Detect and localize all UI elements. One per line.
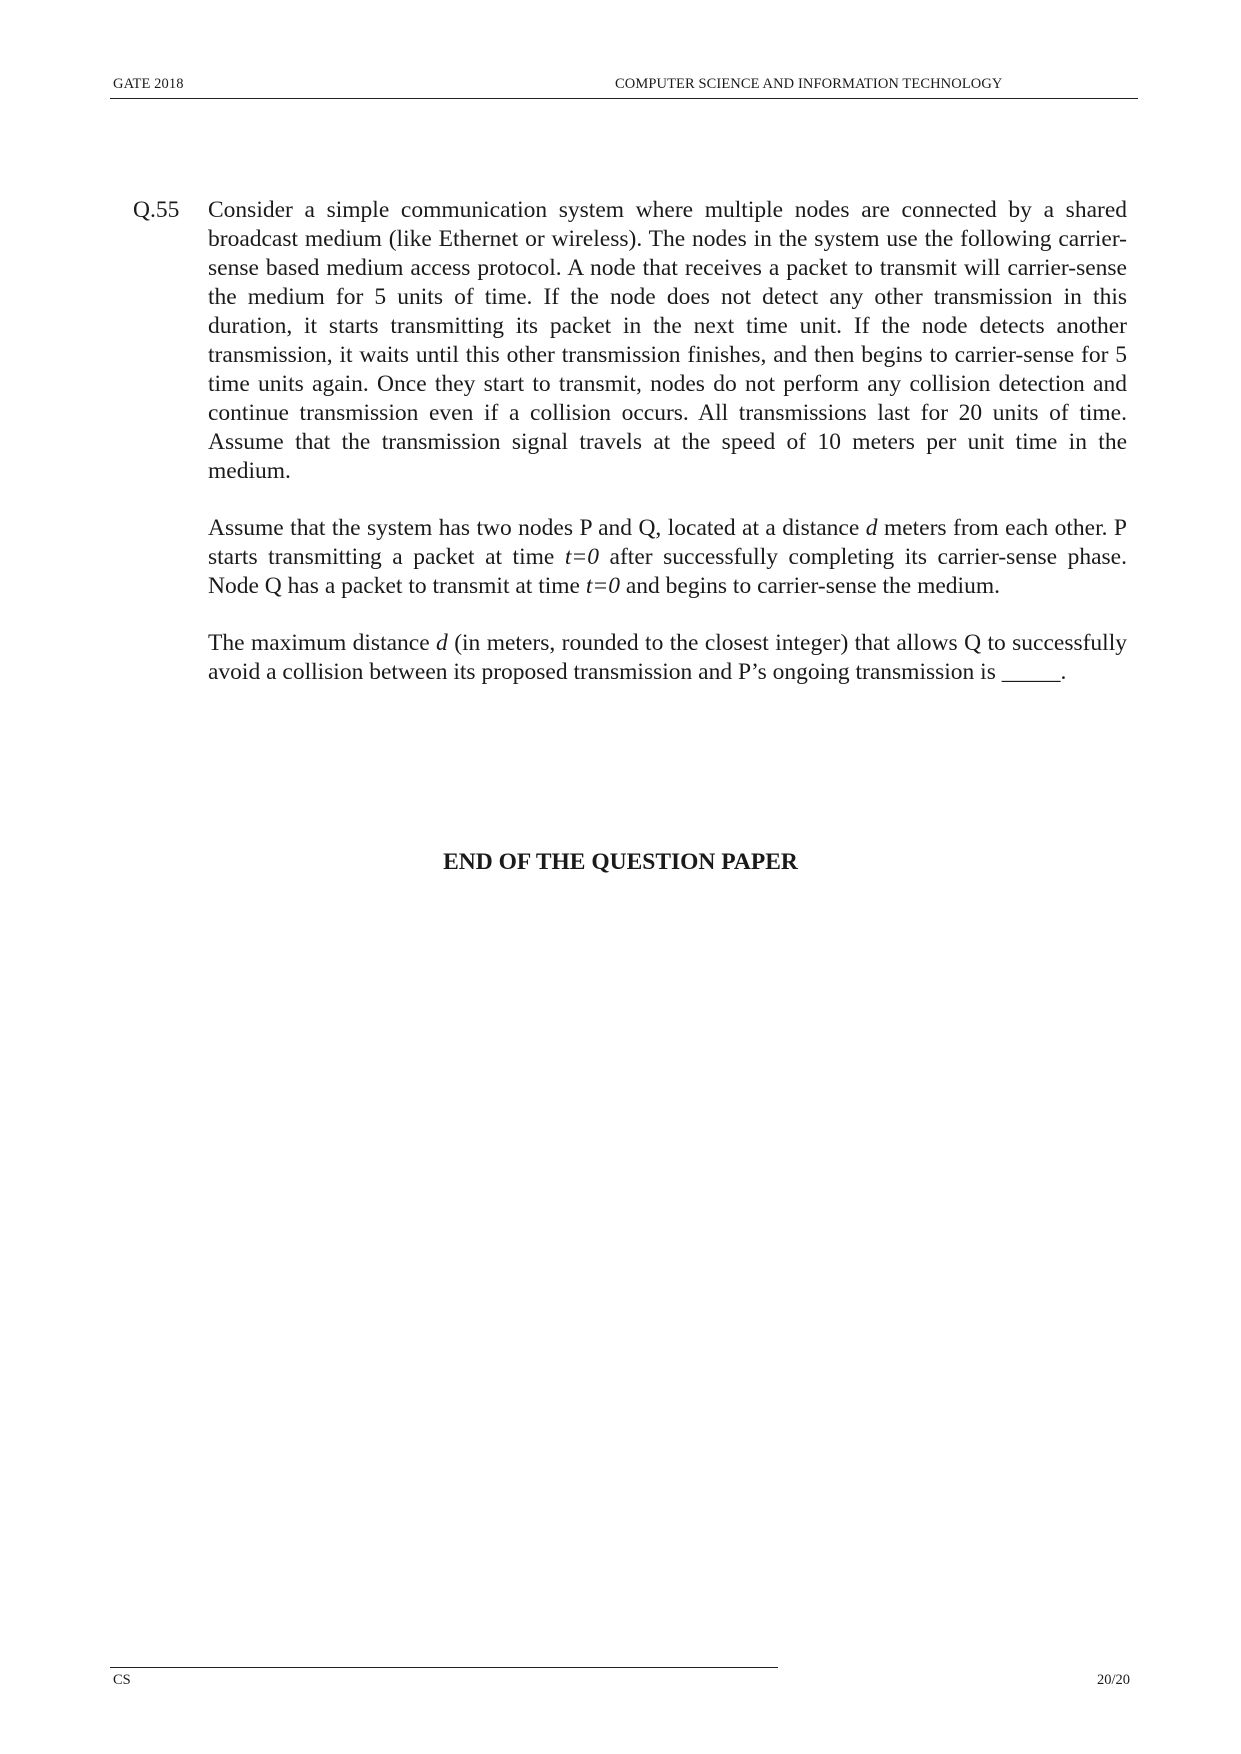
question-number: Q.55 — [133, 197, 180, 223]
variable-d: d — [436, 630, 448, 656]
text-segment: and begins to carrier-sense the medium. — [620, 573, 1000, 599]
text-segment: (in meters, rounded to the closest integer) that allows Q to successfully avoid a collision between its proposed transmission and P’s ongoing transmission is _____. — [208, 630, 1127, 685]
question-paragraph-3 — [208, 629, 1127, 687]
text-segment: after successfully completing its carrier-sense phase. Node Q has a packet to transmit at time — [208, 544, 1127, 599]
question-paragraph-1: Consider a simple communication system where multiple nodes are connected by a shared broadcast medium (like Ethernet or wireless). The nodes in the system use the following carrier-sense based medium access protocol. A node that receives a packet to transmit will carrier-sense the medium for 5 units of time. If the node does not detect any other transmission in this duration, it starts transmitting its packet in the next time unit. If the node detects another transmission, it waits until this other transmission finishes, and then begins to carrier-sense for 5 time units again. Once they start to transmit, nodes do not perform any collision detection and continue transmission even if a collision occurs. All transmissions last for 20 units of time. Assume that the transmission signal travels at the speed of 10 meters per unit time in the medium. — [208, 197, 1127, 484]
end-of-paper-heading: END OF THE QUESTION PAPER — [443, 849, 798, 875]
variable-d: d — [865, 515, 878, 541]
text-segment: The maximum distance — [208, 630, 437, 656]
subject-title: COMPUTER SCIENCE AND INFORMATION TECHNOLOGY — [615, 76, 1003, 92]
page-number: 20/20 — [1097, 1672, 1131, 1688]
text-segment: meters from each other. P starts transmitting a packet at time — [208, 515, 1128, 570]
variable-t: t=0 — [585, 573, 620, 599]
page-header — [110, 74, 1138, 99]
variable-t: t=0 — [564, 544, 600, 570]
question-body — [208, 196, 1127, 715]
text-segment: Assume that the system has two nodes P and Q, located at a distance — [208, 515, 866, 541]
paper-code: CS — [113, 1672, 131, 1688]
footer-rule — [110, 1667, 778, 1668]
question-paragraph-2 — [208, 514, 1127, 601]
exam-title: GATE 2018 — [113, 76, 184, 92]
